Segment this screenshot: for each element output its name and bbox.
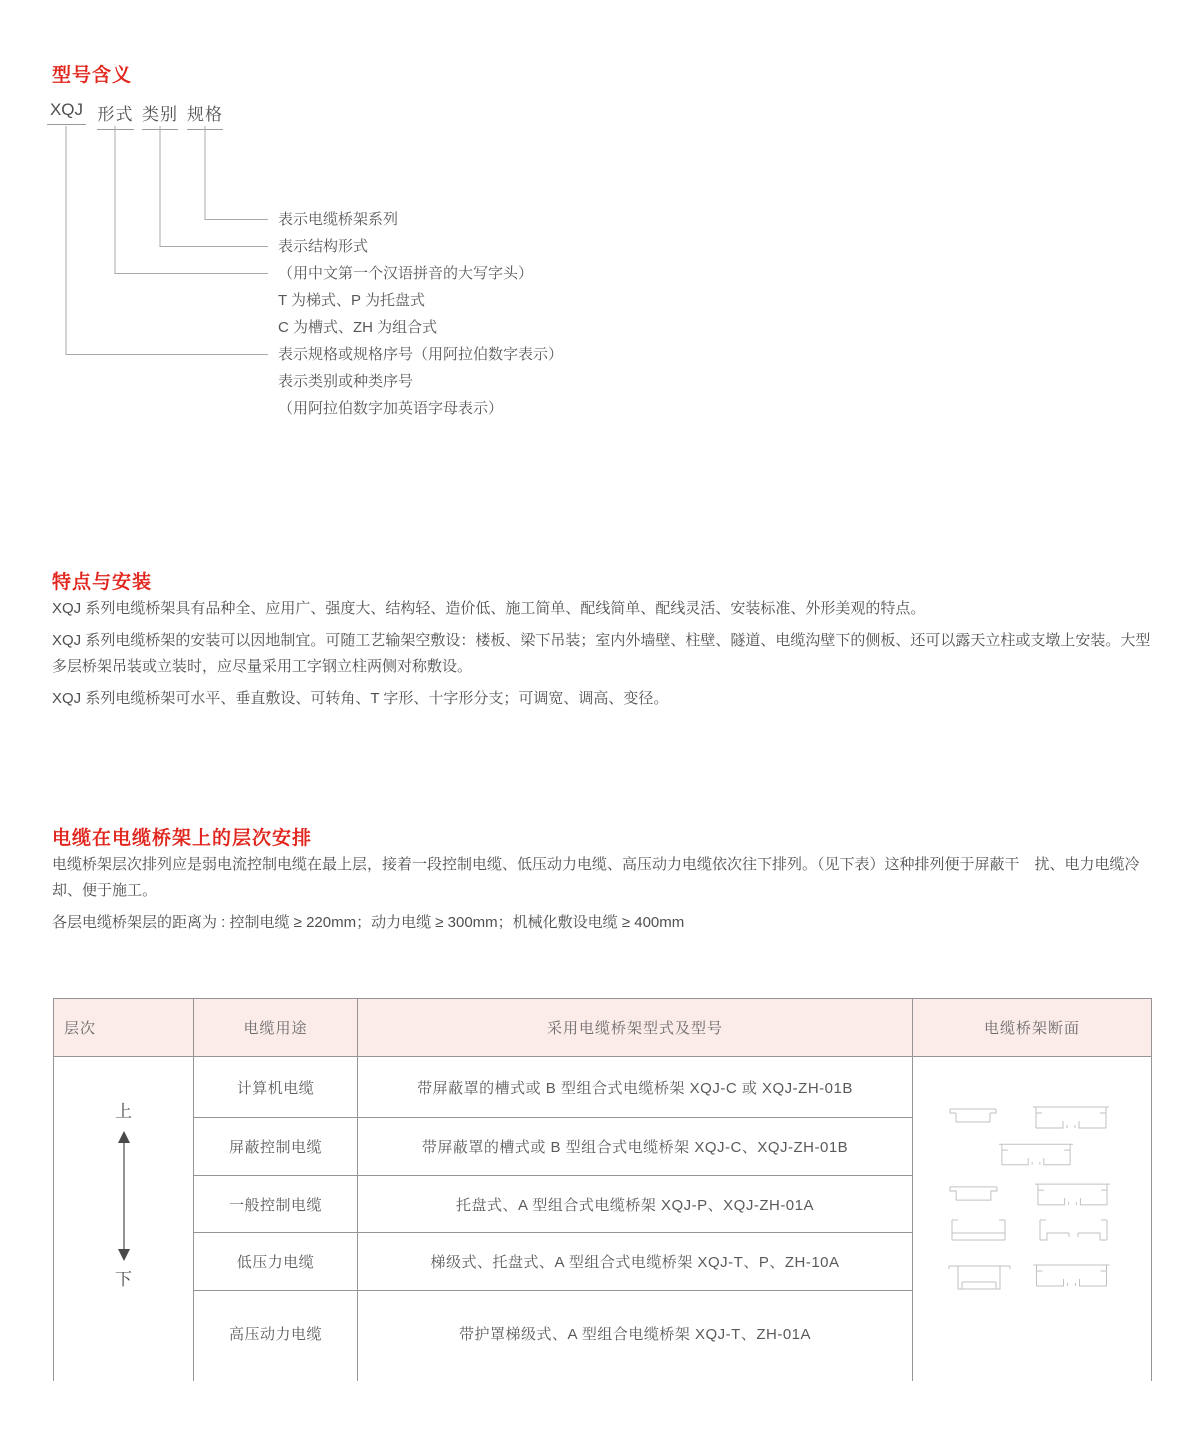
- table-header-type: 采用电缆桥架型式及型号: [358, 999, 913, 1057]
- table-header-level: 层次: [54, 999, 194, 1057]
- covered-tray-cross-section-icon: [949, 1107, 997, 1125]
- model-label-c-zh: C 为槽式、ZH 为组合式: [278, 319, 438, 336]
- model-label-spec-serial: 表示规格或规格序号（用阿拉伯数字表示）: [278, 346, 564, 363]
- ladder-channel-cross-section-icon: [949, 1218, 1008, 1245]
- slotted-tray-cross-section-icon: [1032, 1105, 1110, 1132]
- model-code-form: 形式: [97, 100, 134, 130]
- table-row-type: 托盘式、A 型组合式电缆桥架 XQJ-P、XQJ-ZH-01A: [358, 1176, 913, 1233]
- table-header-section: 电缆桥架断面: [913, 999, 1151, 1057]
- model-code-xqj: XQJ: [47, 100, 86, 125]
- slotted-tray-cross-section-icon: [998, 1142, 1074, 1169]
- features-paragraph-2: XQJ 系列电缆桥架的安装可以因地制宜。可随工艺输架空敷设：楼板、梁下吊装；室内外墙壁、柱壁、隧道、电缆沟壁下的侧板、还可以露天立柱或支墩上安装。大型多层桥架吊装或立装时，应尽量采用工字钢立柱两侧对称敷设。: [52, 632, 1151, 675]
- cross-section-column: [913, 1057, 1151, 1381]
- layers-paragraph-1: 电缆桥架层次排列应是弱电流控制电缆在最上层，接着一段控制电缆、低压动力电缆、高压动力电缆依次往下排列。（见下表）这种排列便于屏蔽干 扰、电力电缆冷却、便于施工。: [52, 856, 1140, 899]
- covered-tray-cross-section-icon: [949, 1184, 998, 1204]
- model-code-spec: 规格: [187, 100, 223, 130]
- cable-layer-table: [53, 998, 1152, 1381]
- table-row-usage: 计算机电缆: [194, 1057, 358, 1118]
- model-code-labels: [278, 206, 563, 422]
- model-label-cat-serial: 表示类别或种类序号: [278, 373, 414, 390]
- table-shelf-cross-section-icon: [948, 1263, 1011, 1293]
- level-column: [54, 1057, 194, 1381]
- table-row-type: 带屏蔽罩的槽式或 B 型组合式电缆桥架 XQJ-C、XQJ-ZH-01B: [358, 1118, 913, 1176]
- table-row-usage: 屏蔽控制电缆: [194, 1118, 358, 1176]
- open-channel-cross-section-icon: [1036, 1218, 1111, 1245]
- model-label-pinyin: （用中文第一个汉语拼音的大写字头）: [278, 265, 534, 282]
- model-label-structure: 表示结构形式: [278, 238, 369, 255]
- table-row-type: 梯级式、托盘式、A 型组合式电缆桥架 XQJ-T、P、ZH-10A: [358, 1233, 913, 1291]
- table-row-usage: 高压动力电缆: [194, 1291, 358, 1381]
- layers-section-heading: 电缆在电缆桥架上的层次安排: [52, 827, 313, 849]
- table-row-usage: 低压力电缆: [194, 1233, 358, 1291]
- layers-paragraphs: [52, 852, 1152, 942]
- slotted-tray-cross-section-icon: [1034, 1182, 1111, 1209]
- up-down-arrow-icon: [116, 1130, 132, 1262]
- level-top-label: 上: [115, 1102, 132, 1121]
- table-header-usage: 电缆用途: [194, 999, 358, 1057]
- features-section-heading: 特点与安装: [52, 571, 153, 593]
- layers-paragraph-2: 各层电缆桥架层的距离为 : 控制电缆 ≥ 220mm；动力电缆 ≥ 300mm；机械化敷设电缆 ≥ 400mm: [52, 914, 685, 931]
- level-bottom-label: 下: [115, 1270, 132, 1289]
- table-row-type: 带屏蔽罩的槽式或 B 型组合式电缆桥架 XQJ-C 或 XQJ-ZH-01B: [358, 1057, 913, 1118]
- features-paragraph-1: XQJ 系列电缆桥架具有品种全、应用广、强度大、结构轻、造价低、施工简单、配线简单、配线灵活、安装标准、外形美观的特点。: [52, 600, 926, 617]
- model-label-series: 表示电缆桥架系列: [278, 211, 399, 228]
- table-row-type: 带护罩梯级式、A 型组合电缆桥架 XQJ-T、ZH-01A: [358, 1291, 913, 1381]
- model-label-arabic: （用阿拉伯数字加英语字母表示）: [278, 400, 504, 417]
- slotted-tray-cross-section-icon: [1032, 1263, 1111, 1290]
- model-section-heading: 型号含义: [52, 64, 133, 86]
- model-label-t-p: T 为梯式、P 为托盘式: [278, 292, 425, 309]
- model-code-category: 类别: [142, 100, 178, 130]
- features-paragraph-3: XQJ 系列电缆桥架可水平、垂直敷设、可转角、T 字形、十字形分支；可调宽、调高、变径。: [52, 690, 669, 707]
- features-paragraphs: [52, 596, 1152, 718]
- table-row-usage: 一般控制电缆: [194, 1176, 358, 1233]
